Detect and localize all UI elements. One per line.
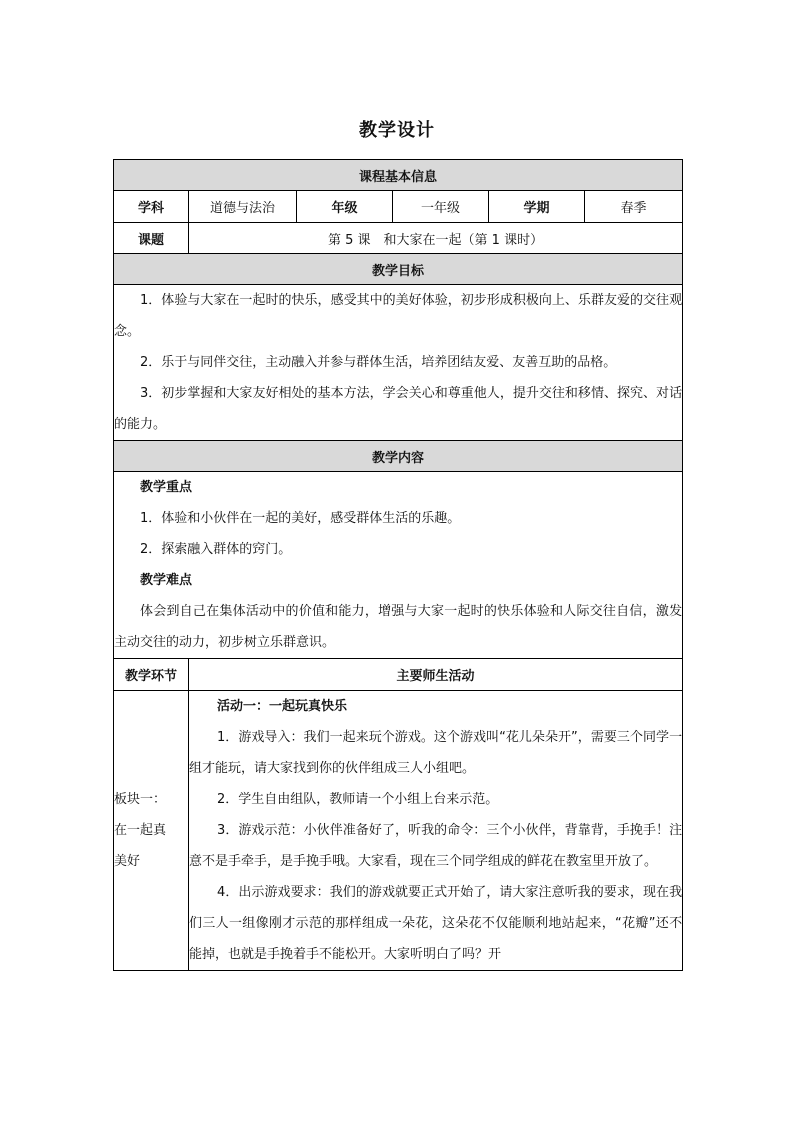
- goals-cell: [114, 285, 683, 441]
- grade-value: 一年级: [393, 191, 489, 223]
- activity-step: 4．出示游戏要求：我们的游戏就要正式开始了，请大家注意听我的要求，现在我们三人一组像刚才示范的那样组成一朵花，这朵花不仅能顺利地站起来，“花瓣”还不能掉，也就是手挽着手不能松开。大家听明白了吗？开: [189, 885, 683, 962]
- stage-line: 板块一：: [114, 792, 167, 807]
- topic-label: 课题: [114, 223, 189, 254]
- activity-column-header: 主要师生活动: [189, 659, 683, 691]
- grade-label: 年级: [297, 191, 393, 223]
- stage-line: 美好: [114, 854, 141, 869]
- key-point-item: 2．探索融入群体的窍门。: [140, 542, 292, 557]
- activity-step: 3．游戏示范：小伙伴准备好了，听我的命令：三个小伙伴，背靠背，手挽手！注意不是手牵手，是手挽手哦。大家看，现在三个同学组成的鲜花在教室里开放了。: [189, 823, 683, 869]
- section-header-goals: 教学目标: [114, 254, 683, 285]
- activity-step: 2．学生自由组队，教师请一个小组上台来示范。: [217, 792, 499, 807]
- section-header-basic-info: 课程基本信息: [114, 160, 683, 191]
- topic-value: 第 5 课 和大家在一起（第 1 课时）: [189, 223, 683, 254]
- difficulty-heading: 教学难点: [140, 573, 193, 588]
- subject-label: 学科: [114, 191, 189, 223]
- key-points-heading: 教学重点: [140, 480, 193, 495]
- key-point-item: 1．体验和小伙伴在一起的美好，感受群体生活的乐趣。: [140, 511, 461, 526]
- goal-item: 2．乐于与同伴交往，主动融入并参与群体生活，培养团结友爱、友善互助的品格。: [140, 355, 617, 370]
- stage-column-header: 教学环节: [114, 659, 189, 691]
- goal-item: 3．初步掌握和大家友好相处的基本方法，学会关心和尊重他人，提升交往和移情、探究、对话的能力。: [114, 386, 683, 432]
- goal-item: 1．体验与大家在一起时的快乐，感受其中的美好体验，初步形成积极向上、乐群友爱的交往观念。: [114, 293, 683, 339]
- section-header-content: 教学内容: [114, 441, 683, 472]
- lesson-plan-table: [113, 159, 683, 971]
- stage-cell: [114, 691, 189, 971]
- activity-cell: [189, 691, 683, 971]
- difficulty-text: 体会到自己在集体活动中的价值和能力，增强与大家一起时的快乐体验和人际交往自信，激发主动交往的动力，初步树立乐群意识。: [114, 604, 683, 650]
- activity-heading: 活动一：一起玩真快乐: [217, 699, 348, 714]
- term-value: 春季: [585, 191, 683, 223]
- activity-step: 1．游戏导入：我们一起来玩个游戏。这个游戏叫“花儿朵朵开”，需要三个同学一组才能玩，请大家找到你的伙伴组成三人小组吧。: [189, 730, 683, 776]
- subject-value: 道德与法治: [189, 191, 297, 223]
- term-label: 学期: [489, 191, 585, 223]
- content-cell: [114, 472, 683, 659]
- document-title: 教学设计: [359, 120, 435, 141]
- stage-line: 在一起真: [114, 823, 167, 838]
